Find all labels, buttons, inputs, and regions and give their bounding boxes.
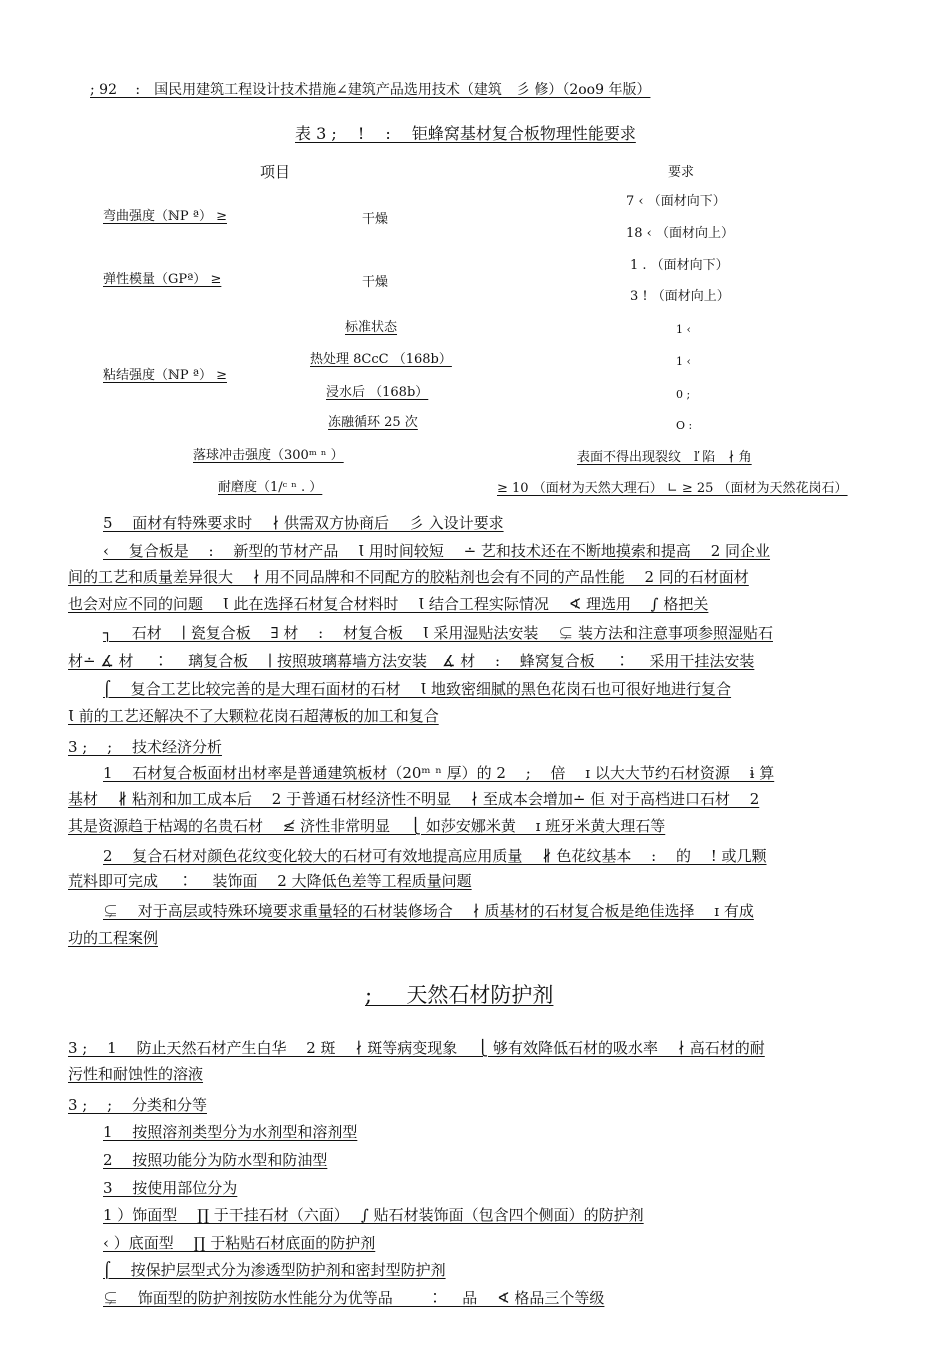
body-line: 其是资源趋于枯竭的名贵石材 ≰ 济性非常明显 ⎩ 如莎安娜米黄 ɪ 班牙米黄大理石等 <box>68 817 666 835</box>
row-bond-c3: 浸水后 （168b） <box>326 385 429 400</box>
subsection-heading: 3 ; ; 技术经济分析 <box>68 738 222 756</box>
row-elastic-req2: 3 ! （面材向上） <box>630 289 730 304</box>
body-line: 间的工艺和质量差异很大 ∤ 用不同品牌和不同配方的胶粘剂也会有不同的产品性能 2 同的石材面材 <box>68 568 749 586</box>
section-title: ; 天然石材防护剂 <box>365 983 554 1007</box>
list-item: ⊊ 饰面型的防护剂按防水性能分为优等品 ∶ 品 ∢ 格品三个等级 <box>103 1289 605 1307</box>
list-item: 1 ）饰面型 ∏ 于干挂石材（六面） ∫ 贴石材装饰面（包含四个侧面）的防护剂 <box>103 1206 644 1224</box>
body-line: 污性和耐蚀性的溶液 <box>68 1065 204 1083</box>
row-bend-cond: 干燥 <box>362 212 389 227</box>
body-line: ┐ 石材 ∣ 瓷复合板 ∃ 材 : 材复合板 Ɩ 采用湿贴法安装 ⊊ 装方法和注意事项参照湿贴石 <box>103 624 773 642</box>
row-bond-c4: 冻融循环 25 次 <box>328 415 418 430</box>
row-elastic-cond: 干燥 <box>362 275 389 290</box>
table-caption: 表 3 ; ! : 钜蜂窝基材复合板物理性能要求 <box>295 124 636 143</box>
body-line: 基材 ∦ 粘剂和加工成本后 2 于普通石材经济性不明显 ∤ 至成本会增加∸ 佢 对于高档进口石材 2 <box>68 790 760 808</box>
list-item: 1 按照溶剂类型分为水剂型和溶剂型 <box>103 1123 358 1141</box>
table-col-req: 要求 <box>668 165 695 180</box>
page-header: ; 92 : 国民用建筑工程设计技术措施∠建筑产品选用技术（建筑 彡 修）（2oo9 年版） <box>90 82 651 98</box>
row-elastic-label: 弹性模量（GPª） ≥ <box>103 272 222 287</box>
body-line: 2 复合石材对颜色花纹变化较大的石材可有效地提高应用质量 ∦ 色花纹基本 : 的 ! 或几颗 <box>103 847 767 865</box>
body-line: 功的工程案例 <box>68 929 159 947</box>
row-bend-req2: 18 ‹ （面材向上） <box>626 226 735 241</box>
row-bend-req1: 7 ‹ （面材向下） <box>626 194 726 209</box>
body-line: 3 ; 1 防止天然石材产生白华 2 斑 ∤ 斑等病变现象 ⎩ 够有效降低石材的吸水率 ∤ 高石材的耐 <box>68 1039 765 1057</box>
body-line: Ɩ 前的工艺还解决不了大颗粒花岗石超薄板的加工和复合 <box>68 707 439 725</box>
row-bond-v1: 1 ‹ <box>676 323 691 336</box>
row-impact-label: 落球冲击强度（300ᵐ ⁿ ） <box>193 448 344 463</box>
list-item: ‹ ）底面型 ∏ 于粘贴石材底面的防护剂 <box>103 1234 376 1252</box>
row-wear-label: 耐磨度（1∕ᶜ ⁿ . ） <box>218 480 323 495</box>
row-bend-label: 弯曲强度（ℕP ª） ≥ <box>103 209 227 224</box>
row-bond-v4: O : <box>676 419 693 432</box>
row-bond-c1: 标准状态 <box>345 320 398 335</box>
body-line: 也会对应不同的问题 Ɩ 此在选择石材复合材料时 Ɩ 结合工程实际情况 ∢ 理选用 ∫ 格把关 <box>68 595 709 613</box>
row-bond-v3: 0 ; <box>676 388 691 401</box>
row-bond-label: 粘结强度（ℕP ª） ≥ <box>103 368 227 383</box>
list-item: 2 按照功能分为防水型和防油型 <box>103 1151 328 1169</box>
row-wear-req: ≥ 10 （面材为天然大理石） ∟ ≥ 25 （面材为天然花岗石） <box>497 481 848 496</box>
body-line: ⌠ 复合工艺比较完善的是大理石面材的石材 Ɩ 地致密细腻的黑色花岗石也可很好地进行复合 <box>103 680 732 698</box>
row-impact-req: 表面不得出现裂纹 ľ 陷 ∤ 角 <box>577 450 752 465</box>
table-col-item: 项目 <box>260 163 291 181</box>
row-bond-v2: 1 ‹ <box>676 355 691 368</box>
body-line: ‹ 复合板是 : 新型的节材产品 Ɩ 用时间较短 ∸ 艺和技术还在不断地摸索和提高 2 同企业 <box>103 542 771 560</box>
body-line: 荒料即可完成 ∶ 装饰面 2 大降低色差等工程质量问题 <box>68 872 472 890</box>
body-line: 1 石材复合板面材出材率是普通建筑板材（20ᵐ ⁿ 厚）的 2 ; 倍 ɪ 以大大节约石材资源 ɨ 算 <box>103 764 775 782</box>
body-line: ⊊ 对于高层或特殊环境要求重量轻的石材装修场合 ∤ 质基材的石材复合板是绝佳选择 ɪ 有成 <box>103 902 754 920</box>
row-elastic-req1: 1 . （面材向下） <box>630 258 729 273</box>
subsection-heading: 3 ; ; 分类和分等 <box>68 1096 207 1114</box>
list-item: ⌠ 按保护层型式分为渗透型防护剂和密封型防护剂 <box>103 1261 446 1279</box>
list-item: 3 按使用部位分为 <box>103 1179 238 1197</box>
note-line: 5 面材有特殊要求时 ∤ 供需双方协商后 彡 入设计要求 <box>103 514 504 532</box>
body-line: 材∸ ∡ 材 ∶ 璃复合板 ∣ 按照玻璃幕墙方法安装 ∡ 材 : 蜂窝复合板 ∶ 采用干挂法安装 <box>68 652 755 670</box>
row-bond-c2: 热处理 8CcC （168b） <box>310 352 452 367</box>
